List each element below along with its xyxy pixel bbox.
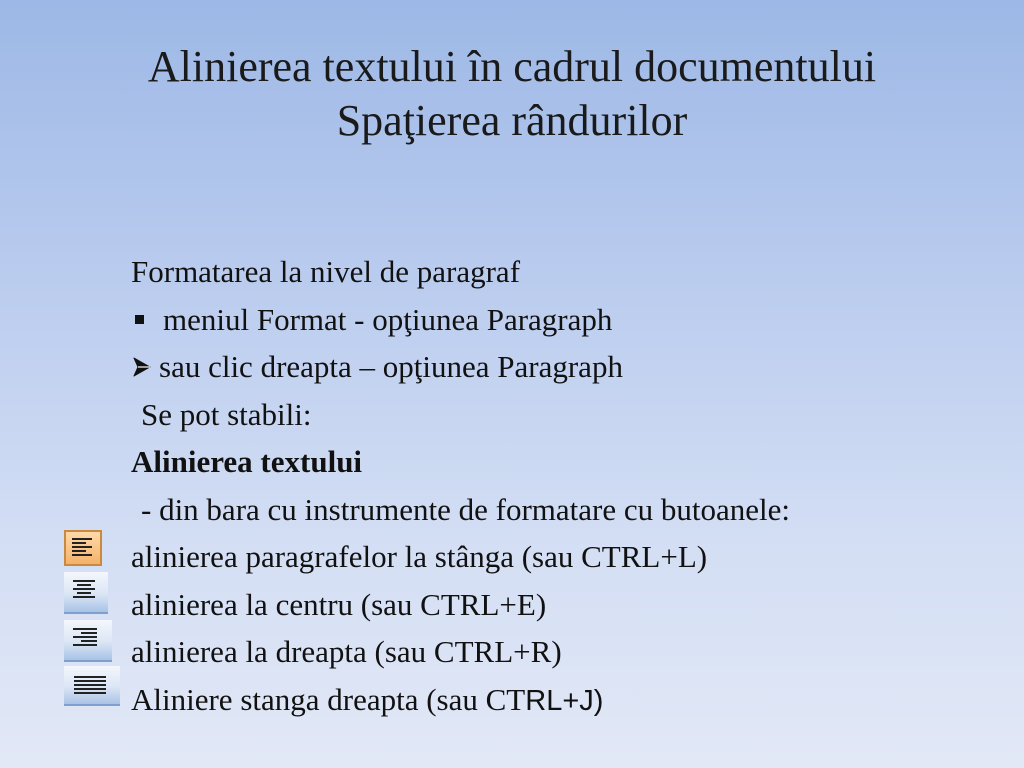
align-justify-icon — [64, 666, 120, 704]
bullet-item-format-menu — [131, 296, 1011, 344]
slide-body — [131, 248, 1011, 723]
align-left-description: alinierea paragrafelor la stânga (sau CTRL+L) — [131, 539, 708, 574]
align-justify-description — [131, 676, 1011, 724]
square-bullet-icon — [135, 315, 144, 324]
intro-text: Formatarea la nivel de paragraf — [131, 254, 521, 289]
section-heading: Alinierea textului — [131, 444, 363, 479]
align-left-button[interactable] — [64, 530, 102, 566]
align-center-button[interactable] — [64, 572, 108, 614]
arrow-bullet-icon — [131, 356, 153, 378]
align-justify-button[interactable] — [64, 666, 120, 706]
bullet-text: meniul Format - opţiunea Paragraph — [163, 301, 613, 337]
bullet-text: sau clic dreapta – opţiunea Paragraph — [159, 349, 623, 384]
slide-title — [0, 40, 1024, 148]
align-left-icon — [66, 532, 100, 564]
title-line-1: Alinierea textului în cadrul documentului — [147, 42, 877, 91]
justify-text-prefix: Aliniere stanga dreapta (sau CT — [131, 681, 526, 717]
align-center-icon — [64, 572, 108, 612]
align-center-description: alinierea la centru (sau CTRL+E) — [131, 586, 547, 622]
can-set-text: Se pot stabili: — [141, 396, 312, 432]
title-line-2: Spaţierea rândurilor — [336, 96, 688, 145]
align-right-button[interactable] — [64, 620, 112, 662]
align-right-description: alinierea la dreapta (sau CTRL+R) — [131, 634, 562, 669]
toolbar-note: - din bara cu instrumente de formatare cu butoanele: — [141, 491, 791, 527]
bullet-item-right-click — [131, 343, 1011, 391]
align-right-icon — [64, 620, 112, 660]
justify-text-suffix: RL+J) — [525, 684, 604, 717]
